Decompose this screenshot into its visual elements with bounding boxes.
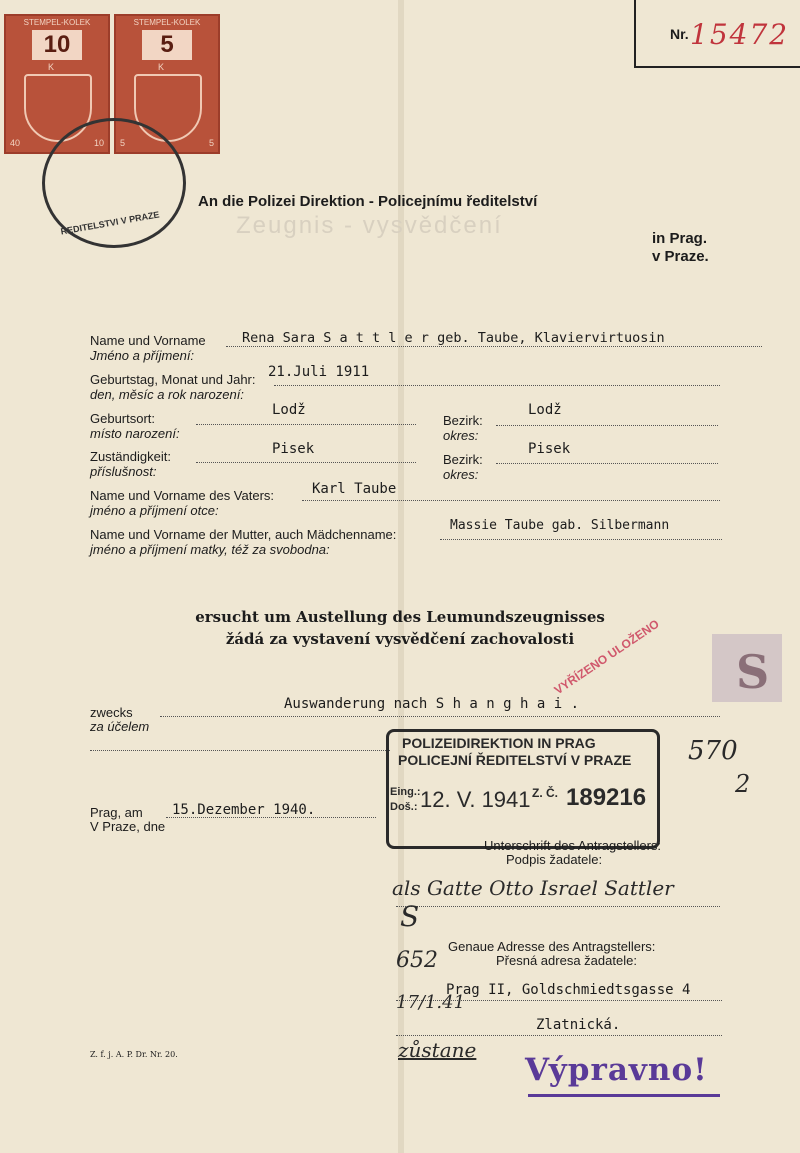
stamp-unit: K [158, 62, 165, 72]
address-label-cz: Přesná adresa žadatele: [496, 953, 637, 968]
stamp-value: 5 [142, 30, 192, 60]
addressee-heading: An die Polizei Direktion - Policejnímu ředitelství [198, 193, 538, 210]
address-label-de: Genaue Adresse des Antragstellers: [448, 939, 656, 954]
purpose-label-de: zwecks [90, 705, 133, 720]
reference-number: 15472 [690, 18, 790, 51]
received-stamp-line2: POLICEJNÍ ŘEDITELSTVÍ V PRAZE [398, 752, 632, 768]
expedition-underline [528, 1094, 720, 1097]
handwritten-signature: als Gatte Otto Israel Sattler [392, 876, 674, 900]
father-label-cz: jméno a příjmení otce: [90, 503, 219, 518]
note-652: 652 [396, 948, 438, 973]
jurisdiction-district-value: Pisek [528, 441, 571, 457]
city-german: in Prag. [652, 230, 708, 247]
note-s: S [400, 900, 420, 933]
birthdate-line [274, 385, 720, 386]
birthdate-label-cz: den, měsíc a rok narození: [90, 387, 244, 402]
name-line [226, 346, 762, 347]
mother-label-de: Name und Vorname der Mutter, auch Mädchenname: [90, 527, 397, 542]
birthplace-label-cz: místo narození: [90, 426, 180, 441]
form-number: Z. f. j. A. P. Dr. Nr. 20. [90, 1050, 178, 1059]
stamp-value: 10 [32, 30, 82, 60]
birthplace-district-line [496, 425, 718, 426]
name-value: Rena Sara S a t t l e r geb. Taube, Klaviervirtuosin [242, 330, 665, 346]
seal-text: REDITELSTVI V PRAZE [59, 209, 161, 237]
received-date: 12. V. 1941 [420, 787, 531, 812]
father-value: Karl Taube [312, 481, 397, 497]
paper-fold [398, 0, 404, 1153]
mother-label-cz: jméno a příjmení matky, též za svobodna: [90, 542, 330, 557]
birthplace-district-value: Lodž [528, 402, 562, 418]
expedition-stamp: Výpravno! [525, 1052, 708, 1088]
received-dos-label: Doš.: [390, 801, 418, 813]
stamp-unit: K [48, 62, 55, 72]
jurisdiction-label-de: Zuständigkeit: [90, 449, 171, 464]
father-line [302, 500, 720, 501]
note-zustane: zůstane [398, 1038, 477, 1062]
name-label-cz: Jméno a příjmení: [90, 348, 195, 363]
place-date-value: 15.Dezember 1940. [172, 802, 316, 818]
place-label-cz: V Praze, dne [90, 819, 166, 834]
stamp-header: STEMPEL-KOLEK [23, 18, 91, 27]
jurisdiction-district-line [496, 463, 718, 464]
address-value-cz: Zlatnická. [536, 1017, 621, 1033]
reference-label: Nr. [670, 26, 689, 42]
purpose-value: Auswanderung nach S h a n g h a i . [284, 696, 580, 712]
received-eing-label: Eing.: [390, 786, 421, 798]
purpose-label-cz: za účelem [90, 719, 150, 734]
birthdate-label-de: Geburtstag, Monat und Jahr: [90, 372, 256, 387]
jurisdiction-line [196, 462, 416, 463]
faded-title: Zeugnis - vysvědčení [236, 212, 503, 239]
settled-stamp: VYŘÍZENO ULOŽENO [551, 616, 662, 698]
stamp-corner-right: 5 [208, 138, 214, 148]
place-label-de: Prag, am [90, 805, 143, 820]
father-label-de: Name und Vorname des Vaters: [90, 488, 275, 503]
mother-line [440, 539, 722, 540]
birthplace-label-de: Geburtsort: [90, 411, 156, 426]
birthplace-district-label-de: Bezirk: [443, 413, 483, 428]
jurisdiction-district-label-de: Bezirk: [443, 452, 483, 467]
city-czech: v Praze. [652, 248, 709, 265]
stamp-corner-right: 10 [93, 138, 104, 148]
jurisdiction-label-cz: příslušnost: [90, 464, 157, 479]
file-number: 570 [688, 736, 738, 766]
signature-label-cz: Podpis žadatele: [506, 852, 603, 867]
stamp-corner-left: 40 [10, 138, 21, 148]
registry-letter: S [736, 645, 770, 699]
mother-value: Massie Taube gab. Silbermann [450, 518, 670, 533]
received-number-prefix: Z. Č. [532, 786, 558, 800]
request-line-cz: žádá za vystavení vysvědčení zachovalosti [225, 630, 575, 648]
signature-line [396, 906, 720, 907]
file-sub-number: 2 [735, 770, 751, 798]
address-value: Prag II, Goldschmiedtsgasse 4 [446, 982, 691, 998]
stamp-header: STEMPEL-KOLEK [133, 18, 201, 27]
purpose-line [160, 716, 720, 717]
birthplace-district-label-cz: okres: [443, 428, 479, 443]
jurisdiction-value: Pisek [272, 441, 315, 457]
note-17: 17/1.41 [396, 992, 466, 1013]
address-line-2 [396, 1035, 722, 1036]
received-number: 189216 [566, 784, 647, 811]
birthdate-value: 21.Juli 1911 [268, 364, 370, 380]
received-stamp-line1: POLIZEIDIREKTION IN PRAG [402, 735, 596, 751]
birthplace-line [196, 424, 416, 425]
name-label-de: Name und Vorname [90, 333, 206, 348]
stamp-corner-left: 5 [120, 138, 126, 148]
purpose-line-2 [90, 750, 390, 751]
request-line-de: ersucht um Austellung des Leumundszeugnisses [195, 608, 605, 626]
jurisdiction-district-label-cz: okres: [443, 467, 479, 482]
birthplace-value: Lodž [272, 402, 306, 418]
signature-label-de: Unterschrift des Antragstellers: [484, 838, 662, 853]
